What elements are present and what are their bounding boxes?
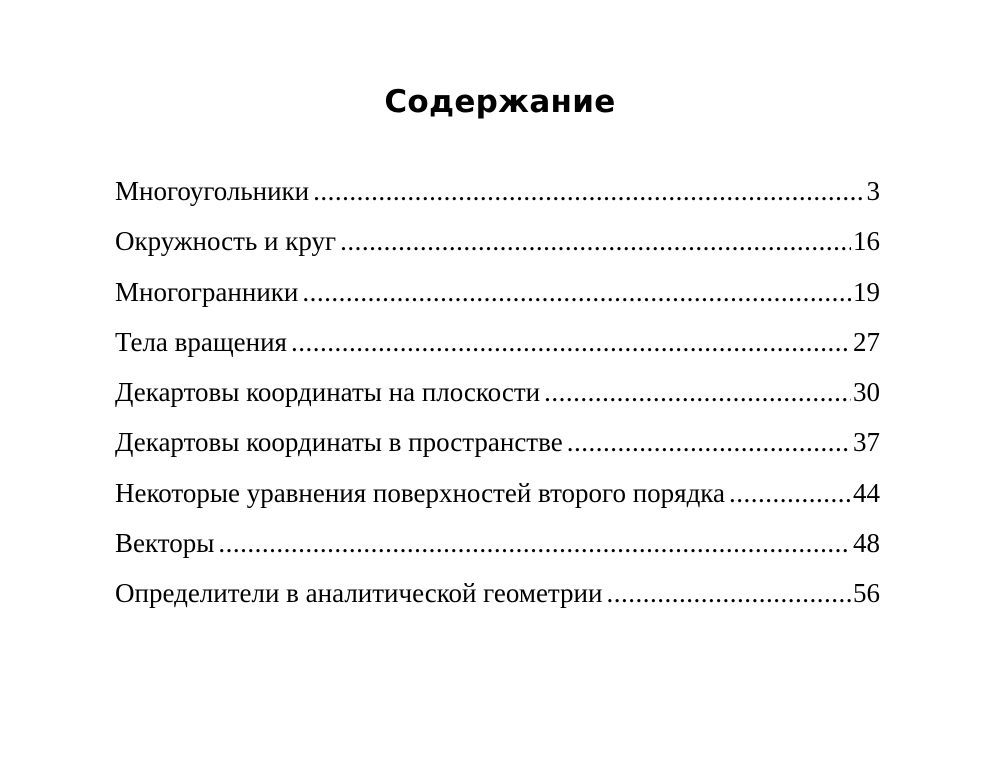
toc-entry[interactable] (115, 468, 880, 518)
toc-entry-page: 56 (853, 578, 880, 609)
dot-leader (291, 317, 851, 367)
dot-leader (567, 417, 851, 467)
table-of-contents (115, 166, 880, 619)
dot-leader (544, 367, 851, 417)
toc-entry-page: 27 (853, 326, 880, 357)
dot-leader (729, 468, 851, 518)
toc-entry-page: 30 (853, 377, 880, 408)
dot-leader (302, 267, 851, 317)
toc-entry[interactable] (115, 568, 880, 618)
dot-leader (218, 518, 851, 568)
toc-entry-label: Многогранники (115, 276, 299, 307)
toc-entry[interactable] (115, 216, 880, 266)
toc-entry[interactable] (115, 518, 880, 568)
toc-entry-page: 19 (853, 276, 880, 307)
toc-entry-page: 48 (853, 528, 880, 559)
toc-entry-label: Тела вращения (115, 326, 287, 357)
toc-entry[interactable] (115, 267, 880, 317)
toc-entry-page: 37 (853, 427, 880, 458)
toc-entry-label: Определители в аналитической геометрии (115, 578, 603, 609)
toc-entry-label: Окружность и круг (115, 226, 337, 257)
toc-entry-label: Декартовы координаты в пространстве (115, 427, 563, 458)
toc-entry-page: 16 (853, 226, 880, 257)
dot-leader (313, 166, 864, 216)
dot-leader (340, 216, 851, 266)
toc-entry[interactable] (115, 317, 880, 367)
toc-entry[interactable] (115, 367, 880, 417)
toc-entry-page: 3 (866, 176, 880, 206)
toc-entry[interactable] (115, 166, 880, 216)
dot-leader (606, 568, 851, 618)
toc-entry-label: Декартовы координаты на плоскости (115, 377, 541, 408)
toc-entry-page: 44 (853, 477, 880, 508)
toc-entry-label: Векторы (115, 528, 215, 559)
page-title: Содержание (384, 84, 616, 120)
toc-entry-label: Многоугольники (115, 176, 310, 206)
toc-entry-label: Некоторые уравнения поверхностей второго порядка (115, 477, 726, 508)
toc-entry[interactable] (115, 417, 880, 467)
